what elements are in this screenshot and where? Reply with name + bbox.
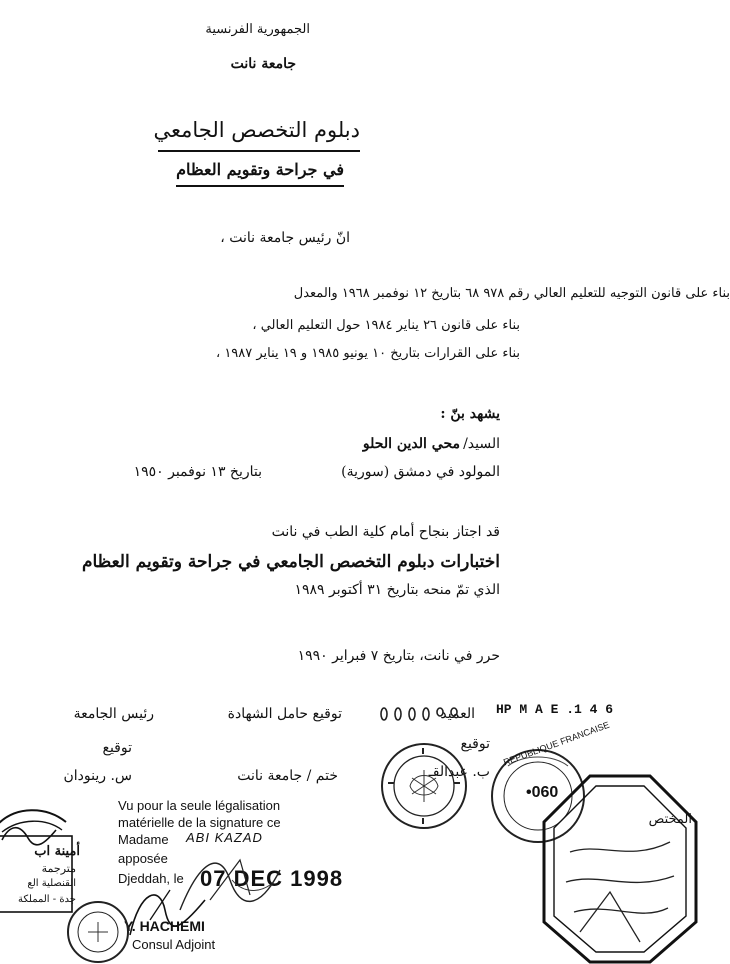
president-signature-label: توقيع xyxy=(102,740,132,756)
margin-scribble xyxy=(0,822,60,846)
president-label: رئيس الجامعة xyxy=(73,706,154,722)
birth-place: المولود في دمشق (سورية) xyxy=(341,464,500,480)
birth-date: بتاريخ ١٣ نوفمبر ١٩٥٠ xyxy=(133,464,262,480)
ministry-stamp-label: المختص xyxy=(648,812,692,827)
exam-line: اختبارات دبلوم التخصص الجامعي في جراحة وتقويم العظام xyxy=(81,552,500,572)
subtitle-underline xyxy=(176,185,344,187)
legalisation-line-1: Vu pour la seule légalisation xyxy=(118,798,281,813)
translator-line-2: مترجمة xyxy=(41,862,76,875)
issued-line: حرر في نانت، بتاريخ ٧ فبراير ١٩٩٠ xyxy=(297,648,500,664)
translator-line-1: أمينة اب xyxy=(34,844,80,859)
translator-line-4: جدة - المملكة xyxy=(18,894,76,905)
holder-signature-label: توقيع حامل الشهادة xyxy=(227,706,342,722)
legalisation-line-2: matérielle de la signature ce xyxy=(118,815,281,830)
legalisation-date: 07 DEC 1998 xyxy=(200,866,344,891)
fee-number: •060 xyxy=(526,784,559,801)
university-seal-icon xyxy=(380,742,468,830)
republic-stamp-text: REPUBLIQUE FRANCAISE xyxy=(502,719,611,768)
certifies-label: يشهد بنّ : xyxy=(440,406,500,422)
dean-name: ب. عبدالقـ xyxy=(428,764,490,780)
president-name: س. رينودان xyxy=(63,768,132,784)
title-underline xyxy=(158,150,360,152)
consul-name: Y. HACHEMI xyxy=(124,918,205,934)
mr-label: السيد/ xyxy=(463,436,500,452)
legalisation-handwritten-name: ABI KAZAD xyxy=(186,830,263,845)
basis-law-3: بناء على القرارات بتاريخ ١٠ يونيو ١٩٨٥ و ١٩ يناير ١٩٨٧ ، xyxy=(215,346,520,361)
republic-header: الجمهورية الفرنسية xyxy=(205,22,310,37)
basis-law-2: بناء على قانون ٢٦ يناير ١٩٨٤ حول التعليم العالي ، xyxy=(252,318,520,333)
diploma-subtitle: في جراحة وتقويم العظام xyxy=(176,160,344,179)
bottom-left-seal-icon xyxy=(66,900,130,964)
hp-code: HP M A E .1 4 6 xyxy=(496,702,614,717)
legalisation-line-4: apposée xyxy=(118,851,168,866)
translator-line-3: القنصلية الع xyxy=(27,878,76,889)
ministry-stamp-icon xyxy=(540,772,700,964)
dean-signature-label: توقيع xyxy=(460,736,490,752)
consul-title: Consul Adjoint xyxy=(132,937,216,952)
dean-label: العميد xyxy=(440,706,475,722)
passed-line: قد اجتاز بنجاح أمام كلية الطب في نانت xyxy=(271,524,500,540)
holder-name: محي الدين الحلو xyxy=(362,436,460,452)
basis-law-1: بناء على قانون التوجيه للتعليم العالي رقم ٩٧٨ ٦٨ بتاريخ ١٢ نوفمبر ١٩٦٨ والمعدل xyxy=(293,286,730,301)
legalisation-city: Djeddah, le xyxy=(118,871,184,886)
university-header: جامعة نانت xyxy=(230,56,296,72)
president-line: انّ رئيس جامعة نانت ، xyxy=(220,230,350,246)
granted-line: الذي تمّ منحه بتاريخ ٣١ أكتوبر ١٩٨٩ xyxy=(294,582,500,598)
diploma-title: دبلوم التخصص الجامعي xyxy=(153,118,360,142)
stamped-digits-marks xyxy=(378,704,468,724)
nantes-stamp-label: ختم / جامعة نانت xyxy=(237,768,338,784)
legalisation-line-3: Madame xyxy=(118,832,169,847)
